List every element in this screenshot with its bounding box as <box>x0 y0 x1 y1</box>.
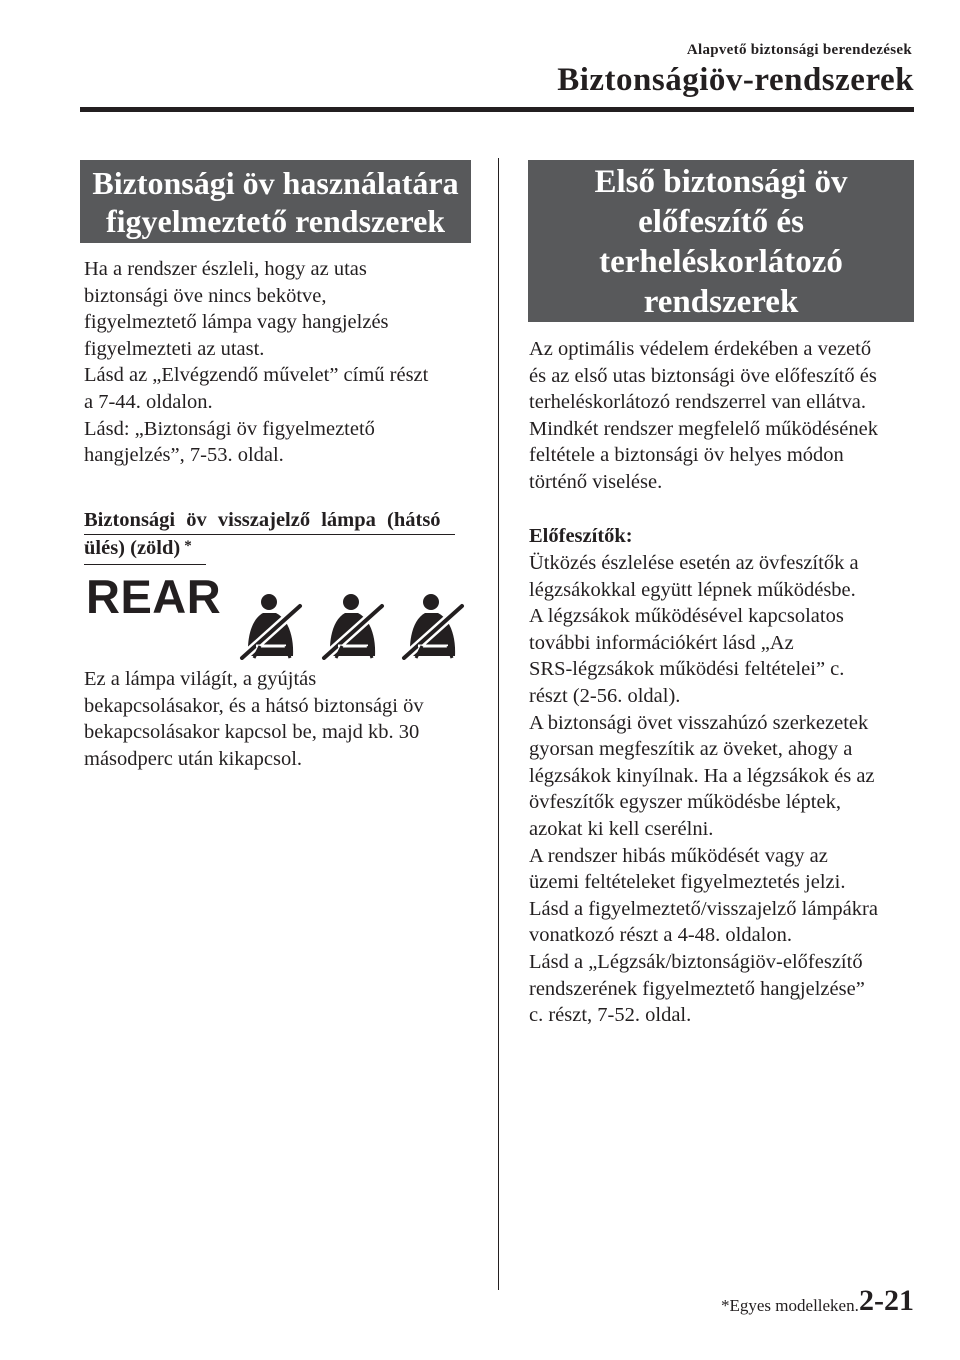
header-section-label: Alapvető biztonsági berendezések <box>686 42 912 58</box>
text-line: vonatkozó részt a 4-48. oldalon. <box>529 924 793 947</box>
text-line: részt (2-56. oldal). <box>529 684 681 707</box>
text-line: légzsákok kinyílnak. Ha a légzsákok és az <box>529 764 875 787</box>
column-divider <box>498 158 499 1290</box>
text-line: azokat ki kell cserélni. <box>529 817 714 840</box>
text-line: hangjelzés”, 7-53. oldal. <box>84 444 284 467</box>
text-line: Lásd az „Elvégzendő művelet” című részt <box>84 364 429 387</box>
text-line: légzsákokkal együtt lépnek működésbe. <box>529 578 856 601</box>
heading-line: Első biztonsági öv <box>594 164 848 200</box>
text-line: Mindkét rendszer megfelelő működésének <box>529 417 878 440</box>
text-line: A rendszer hibás működését vagy az <box>529 844 828 867</box>
text-line: Ütközés észlelése esetén az övfeszítők a <box>529 552 859 574</box>
right-intro-paragraph <box>529 336 878 496</box>
text-line: figyelmeztető lámpa vagy hangjelzés <box>84 311 389 334</box>
text-line: Lásd a figyelmeztető/visszajelző lámpákra <box>529 897 878 920</box>
text-line: a 7-44. oldalon. <box>84 390 213 413</box>
text-line: másodperc után kikapcsol. <box>84 747 303 770</box>
model-footnote-mark: * <box>184 538 192 554</box>
text-line: Lásd: „Biztonsági öv figyelmeztető <box>84 417 375 440</box>
subheading-text: ülés) (zöld) <box>84 537 181 559</box>
rear-indicator-label: REAR <box>86 570 222 623</box>
heading-line: rendszerek <box>643 284 799 320</box>
pretensioner-subheading: Előfeszítők: <box>529 525 633 547</box>
text-line: Ez a lámpa világít, a gyújtás <box>84 668 317 690</box>
text-line: további információkért lásd „Az <box>529 631 794 654</box>
heading-line: előfeszítő és <box>638 204 804 240</box>
page-number: 2-21 <box>859 1284 914 1317</box>
right-section-heading <box>528 160 914 322</box>
footnote: *Egyes modelleken. <box>721 1296 859 1315</box>
text-line: SRS-légzsákok működési feltételei” c. <box>529 658 845 681</box>
indicator-description <box>84 666 424 772</box>
text-line: és az első utas biztonsági öve előfeszítő és <box>529 364 877 387</box>
text-line: Ha a rendszer észleli, hogy az utas <box>84 258 367 280</box>
text-line: terheléskorlátozó rendszerrel van ellátva. <box>529 391 866 414</box>
text-line: c. részt, 7-52. oldal. <box>529 1004 692 1027</box>
pretensioner-body <box>529 550 878 1029</box>
text-line: figyelmezteti az utast. <box>84 337 265 360</box>
seatbelt-icon <box>238 592 304 660</box>
text-line: gyorsan megfeszítik az öveket, ahogy a <box>529 738 853 761</box>
text-line: biztonsági öve nincs bekötve, <box>84 284 327 307</box>
left-section-heading <box>80 160 471 243</box>
text-line: történő viselése. <box>529 470 663 493</box>
seatbelt-icon <box>320 592 386 660</box>
text-line: Lásd a „Légzsák/biztonságiöv-előfeszítő <box>529 950 863 973</box>
text-line: A légzsákok működésével kapcsolatos <box>529 605 844 628</box>
text-line: A biztonsági övet visszahúzó szerkezetek <box>529 711 869 734</box>
page-header-title: Biztonságiöv-rendszerek <box>557 62 914 98</box>
heading-line: Biztonsági öv használatára <box>92 165 459 201</box>
text-line: rendszerének figyelmeztető hangjelzése” <box>529 977 865 1000</box>
seatbelt-icon <box>400 592 466 660</box>
text-line: Az optimális védelem érdekében a vezető <box>529 338 872 360</box>
text-line: feltétele a biztonsági öv helyes módon <box>529 444 844 467</box>
text-line: övfeszítők egyszer működésbe léptek, <box>529 791 841 814</box>
heading-line: terheléskorlátozó <box>599 244 843 280</box>
text-line: bekapcsolásakor kapcsol be, majd kb. 30 <box>84 721 420 744</box>
text-line: bekapcsolásakor, és a hátsó biztonsági öv <box>84 694 424 717</box>
subheading-line <box>84 535 206 565</box>
header-rule <box>80 107 914 112</box>
text-line: üzemi feltételeket figyelmeztetés jelzi. <box>529 871 846 894</box>
left-intro-paragraph <box>84 256 428 469</box>
subheading-line: Biztonsági öv visszajelző lámpa (hátsó <box>84 507 455 535</box>
indicator-subheading <box>84 507 455 565</box>
heading-line: figyelmeztető rendszerek <box>105 203 446 239</box>
